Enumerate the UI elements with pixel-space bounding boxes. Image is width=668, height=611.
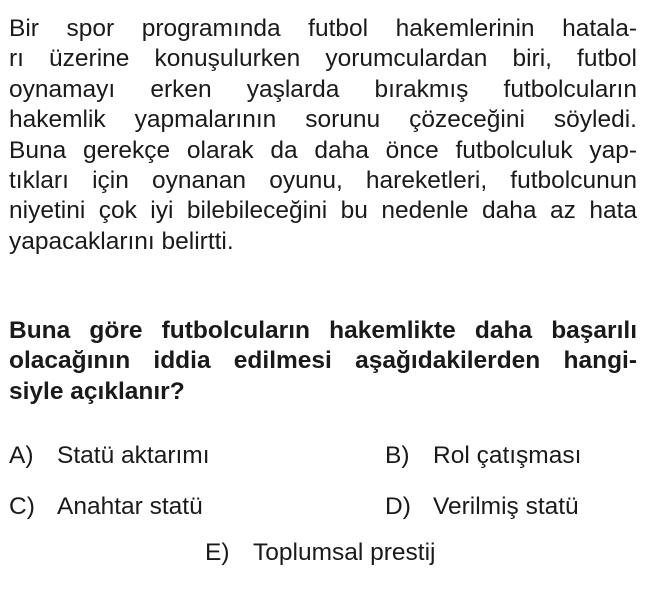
option-text: Verilmiş statü [433,493,579,520]
passage-line: hakemlik yapmalarının sorunu çözeceğini söyledi. [9,106,637,134]
option-letter: C) [9,493,35,520]
question-line: Buna göre futbolcuların hakemlikte daha başarılı [9,317,637,344]
passage-line: oynamayı erken yaşlarda bırakmış futbolcuların [9,75,637,103]
option-letter: D) [385,493,411,520]
question-stem [9,316,637,407]
option-a[interactable] [9,441,210,471]
passage-line: yapacaklarını belirtti. [9,227,234,255]
option-letter: A) [9,442,34,469]
option-text: Rol çatışması [433,442,582,469]
passage-line: rı üzerine konuşulurken yorumculardan biri, futbol [9,45,637,73]
question-line: olacağının iddia edilmesi aşağıdakilerden hangi- [9,347,637,375]
question-passage [9,14,637,257]
option-d[interactable] [385,492,579,522]
passage-line: tıkları için oynanan oyunu, hareketleri, futbolcunun [9,167,637,195]
option-b[interactable] [385,441,581,471]
question-line: siyle açıklanır? [9,377,185,405]
passage-line: Bir spor programında futbol hakemlerinin hatala- [9,15,637,42]
option-letter: E) [205,539,230,566]
option-text: Anahtar statü [57,493,203,520]
passage-line: niyetini çok iyi bilebileceğini bu nedenle daha az hata [9,197,637,225]
option-text: Toplumsal prestij [253,539,436,566]
passage-line: Buna gerekçe olarak da daha önce futbolculuk yap- [9,136,637,164]
option-letter: B) [385,442,410,469]
option-c[interactable] [9,492,203,522]
option-text: Statü aktarımı [57,442,210,469]
option-e[interactable] [205,538,435,568]
